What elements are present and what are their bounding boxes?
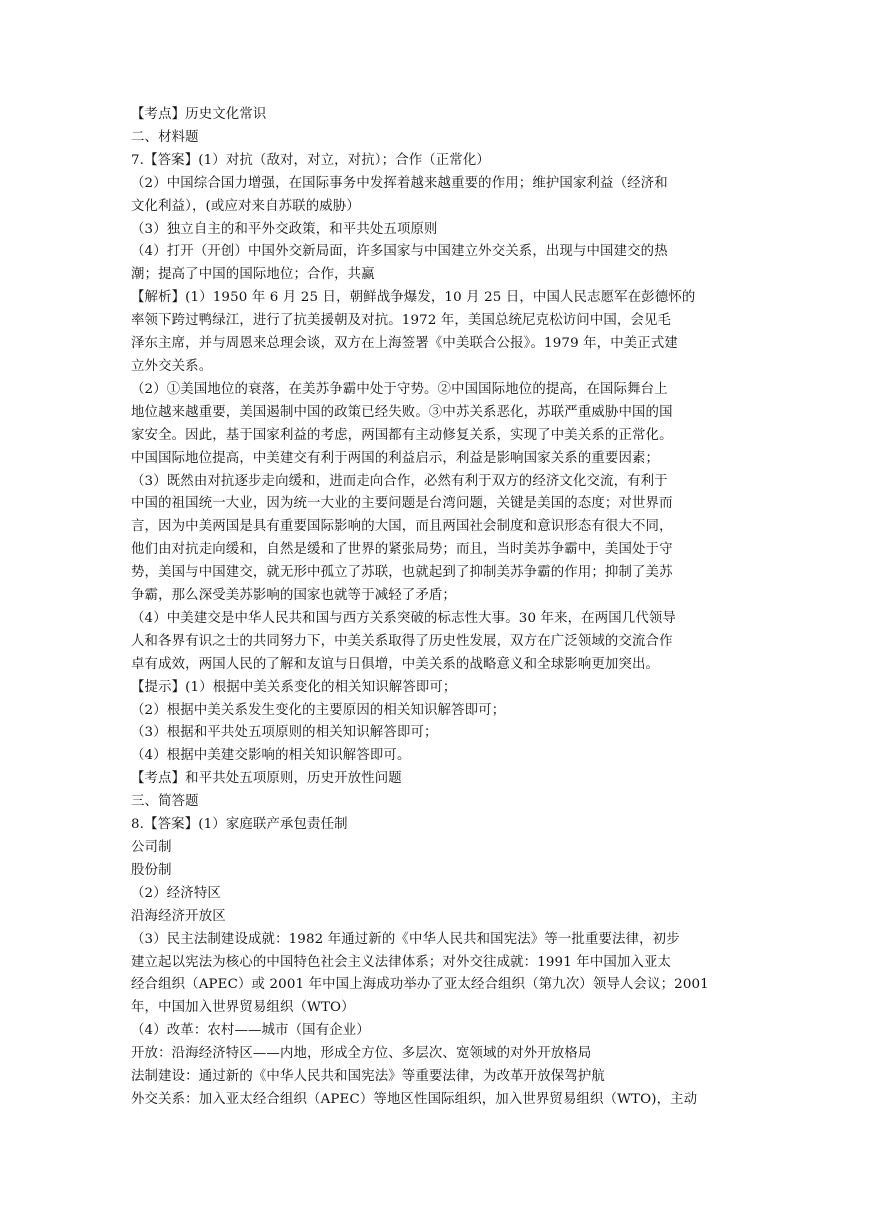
text-line: 建立起以宪法为核心的中国特色社会主义法律体系；对外交往成就：1991 年中国加入亚太 — [131, 954, 672, 970]
text-line: 三、简答题 — [131, 794, 199, 810]
document-paragraph — [131, 379, 739, 471]
document-paragraph — [131, 906, 739, 929]
text-line: 争霸，那么深受美苏影响的国家也就等于减轻了矛盾； — [131, 588, 456, 604]
document-paragraph — [131, 150, 739, 173]
text-line: （3）独立自主的和平外交政策，和平共处五项原则 — [131, 221, 438, 237]
text-line: 股份制 — [131, 862, 172, 878]
text-line: 【提示】(1）根据中美关系变化的相关知识解答即可； — [131, 679, 457, 695]
document-page — [131, 104, 739, 1112]
text-line: 潮；提高了中国的国际地位；合作，共赢 — [131, 267, 375, 283]
document-paragraph — [131, 1089, 739, 1112]
document-paragraph — [131, 1043, 739, 1066]
document-paragraph — [131, 837, 739, 860]
text-line: 中国国际地位提高，中美建交有利于两国的利益启示，利益是影响国家关系的重要因素； — [131, 450, 660, 466]
text-line: 地位越来越重要，美国遏制中国的政策已经失败。③中苏关系恶化，苏联严重威胁中国的国 — [131, 404, 673, 420]
text-line: 势，美国与中国建交，就无形中孤立了苏联，也就起到了抑制美苏争霸的作用；抑制了美苏 — [131, 565, 673, 581]
document-paragraph — [131, 768, 739, 791]
text-line: 人和各界有识之士的共同努力下，中美关系取得了历史性发展，双方在广泛领域的交流合作 — [131, 633, 673, 649]
text-line: 泽东主席，并与周恩来总理会谈，双方在上海签署《中美联合公报》。1979 年，中美正式建 — [131, 336, 678, 352]
text-line: 【考点】和平共处五项原则，历史开放性问题 — [131, 771, 402, 787]
document-paragraph — [131, 745, 739, 768]
text-line: （3）既然由对抗逐步走向缓和，进而走向合作，必然有利于双方的经济文化交流，有利于 — [131, 473, 668, 489]
text-line: 立外交关系。 — [131, 358, 213, 374]
text-line: 开放：沿海经济特区——内地，形成全方位、多层次、宽领域的对外开放格局 — [131, 1046, 592, 1062]
document-paragraph — [131, 241, 739, 287]
text-line: 中国的祖国统一大业，因为统一大业的主要问题是台湾问题，关键是美国的态度；对世界而 — [131, 496, 673, 512]
document-paragraph — [131, 722, 739, 745]
document-paragraph — [131, 127, 739, 150]
text-line: 言，因为中美两国是具有重要国际影响的大国，而且两国社会制度和意识形态有很大不同， — [131, 519, 673, 535]
text-line: 二、材料题 — [131, 129, 199, 145]
text-line: 【解析】(1）1950 年 6 月 25 日，朝鲜战争爆发，10 月 25 日，中国人民志愿军在彭德怀的 — [131, 290, 696, 306]
text-line: 率领下跨过鸭绿江，进行了抗美援朝及对抗。1972 年，美国总统尼克松访问中国，会见毛 — [131, 313, 672, 329]
text-line: 文化利益），(或应对来自苏联的威胁） — [131, 198, 360, 214]
text-line: 7.【答案】(1）对抗（敌对，对立，对抗）；合作（正常化） — [131, 152, 490, 168]
text-line: 法制建设：通过新的《中华人民共和国宪法》等重要法律，为改革开放保驾护航 — [131, 1069, 605, 1085]
document-paragraph — [131, 883, 739, 906]
document-paragraph — [131, 173, 739, 219]
text-line: （3）民主法制建设成就：1982 年通过新的《中华人民共和国宪法》等一批重要法律，初步 — [131, 931, 680, 947]
text-line: 他们由对抗走向缓和，自然是缓和了世界的紧张局势；而且，当时美苏争霸中，美国处于守 — [131, 542, 673, 558]
text-line: （4）根据中美建交影响的相关知识解答即可。 — [131, 748, 411, 764]
text-line: 年，中国加入世界贸易组织（WTO） — [131, 1000, 355, 1016]
text-line: （4）打开（开创）中国外交新局面，许多国家与中国建立外交关系，出现与中国建交的热 — [131, 244, 668, 260]
document-paragraph — [131, 471, 739, 608]
document-paragraph — [131, 1020, 739, 1043]
text-line: 公司制 — [131, 840, 172, 855]
text-line: 8.【答案】(1）家庭联产承包责任制 — [131, 817, 348, 833]
document-paragraph — [131, 700, 739, 723]
text-line: 家安全。因此，基于国家利益的考虑，两国都有主动修复关系，实现了中美关系的正常化。 — [131, 427, 673, 443]
document-paragraph — [131, 814, 739, 837]
text-line: （2）根据中美关系发生变化的主要原因的相关知识解答即可； — [131, 702, 506, 718]
document-paragraph — [131, 929, 739, 1021]
document-paragraph — [131, 104, 739, 127]
text-line: （2）经济特区 — [131, 885, 221, 901]
text-line: 【考点】历史文化常识 — [131, 107, 267, 122]
text-line: （2）中国综合国力增强，在国际事务中发挥着越来越重要的作用；维护国家利益（经济和 — [131, 175, 668, 191]
text-line: 外交关系：加入亚太经合组织（APEC）等地区性国际组织，加入世界贸易组织（WTO)，主动 — [131, 1091, 698, 1107]
document-paragraph — [131, 860, 739, 883]
document-paragraph — [131, 1066, 739, 1089]
text-line: 沿海经济开放区 — [131, 908, 226, 924]
document-paragraph — [131, 677, 739, 700]
text-line: （4）中美建交是中华人民共和国与西方关系突破的标志性大事。30 年来，在两国几代领导 — [131, 610, 676, 626]
text-line: 卓有成效，两国人民的了解和友谊与日俱增，中美关系的战略意义和全球影响更加突出。 — [131, 656, 660, 672]
document-paragraph — [131, 287, 739, 379]
text-line: （4）改革：农村——城市（国有企业） — [131, 1023, 370, 1039]
document-paragraph — [131, 608, 739, 677]
text-line: （2）①美国地位的衰落，在美苏争霸中处于守势。②中国国际地位的提高，在国际舞台上 — [131, 381, 668, 397]
text-line: （3）根据和平共处五项原则的相关知识解答即可； — [131, 725, 438, 741]
document-paragraph — [131, 791, 739, 814]
text-line: 经合组织（APEC）或 2001 年中国上海成功举办了亚太经合组织（第九次）领导人会议；2001 — [131, 977, 709, 993]
document-paragraph — [131, 219, 739, 242]
